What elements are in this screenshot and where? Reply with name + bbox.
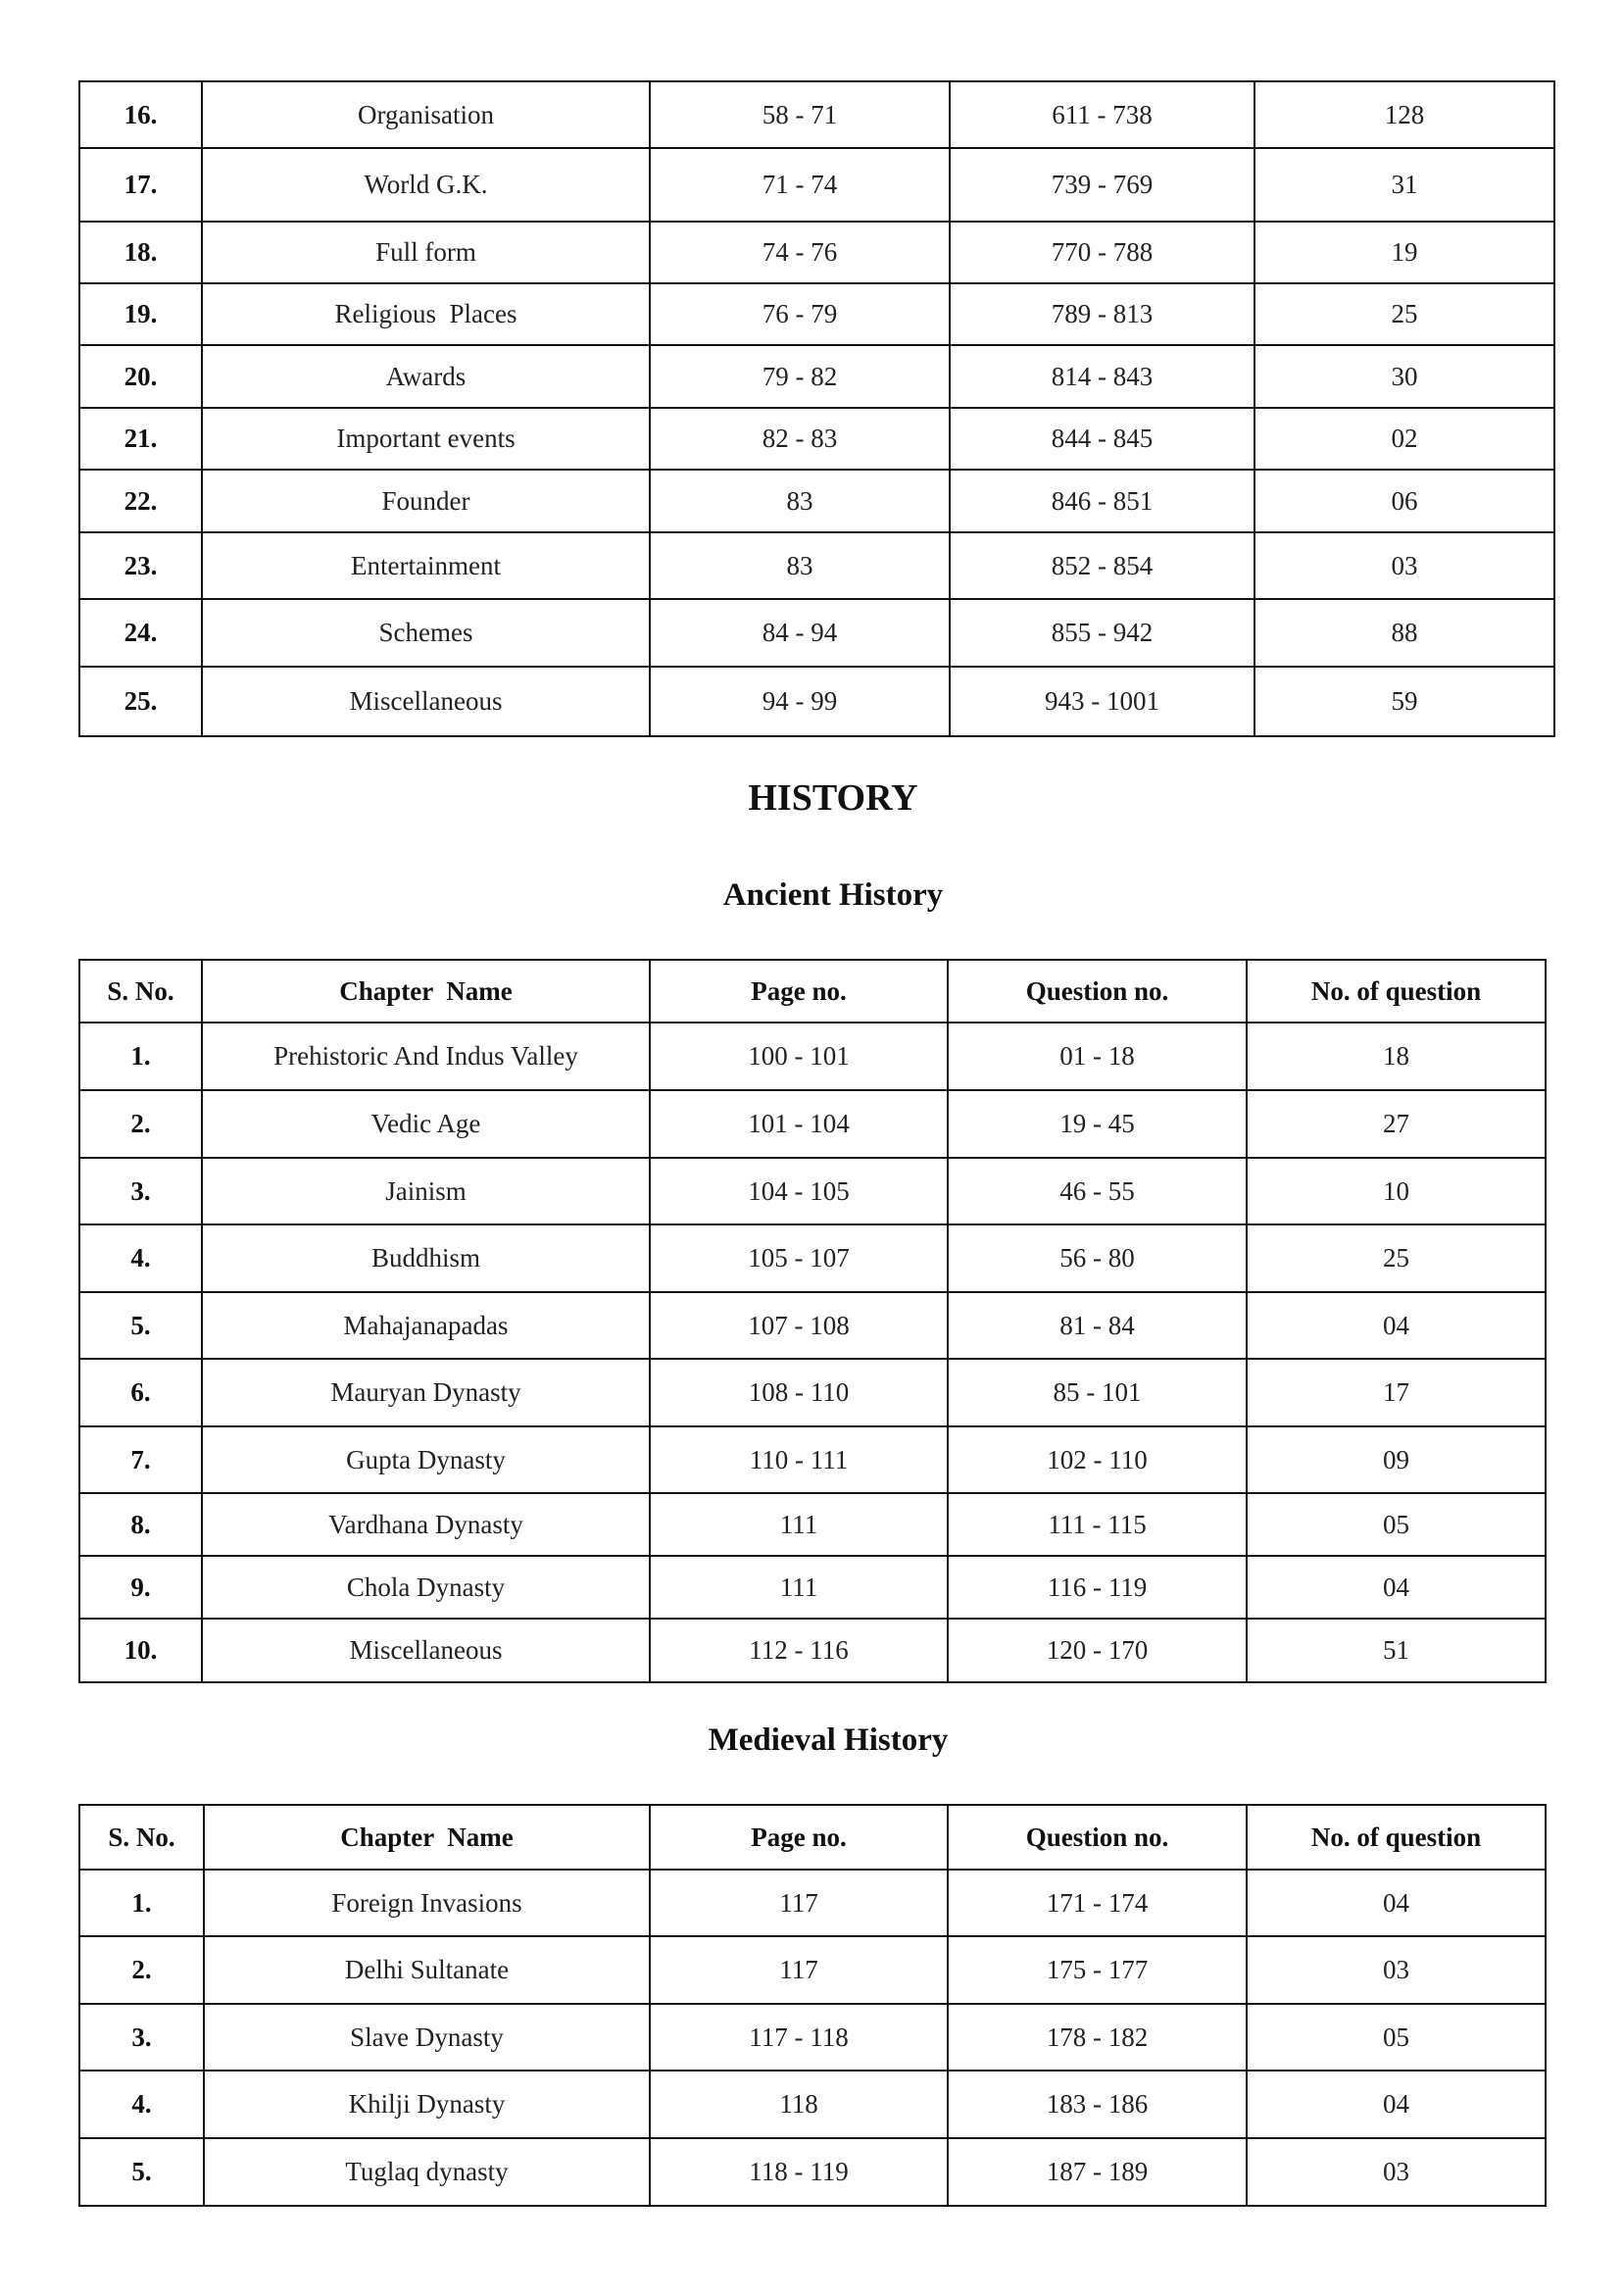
question-range: 175 - 177: [948, 1936, 1247, 2004]
header-page-no: Page no.: [650, 1805, 948, 1870]
question-range: 187 - 189: [948, 2138, 1247, 2206]
question-count: 27: [1247, 1090, 1546, 1158]
question-count: 03: [1247, 1936, 1546, 2004]
question-count: 02: [1254, 408, 1554, 470]
chapter-name: Religious Places: [202, 283, 650, 345]
question-count: 18: [1247, 1023, 1546, 1090]
page-range: 117 - 118: [650, 2004, 948, 2071]
page-range: 112 - 116: [650, 1619, 948, 1682]
chapter-name: Foreign Invasions: [204, 1870, 650, 1936]
page-range: 117: [650, 1936, 948, 2004]
page-range: 84 - 94: [650, 599, 950, 667]
serial-number: 21.: [79, 408, 202, 470]
serial-number: 4.: [79, 1224, 202, 1292]
serial-number: 5.: [79, 1292, 202, 1359]
chapter-name: Prehistoric And Indus Valley: [202, 1023, 650, 1090]
question-range: 102 - 110: [948, 1426, 1247, 1493]
question-range: 171 - 174: [948, 1870, 1247, 1936]
table-row: [79, 345, 1554, 408]
question-count: 25: [1254, 283, 1554, 345]
page-range: 83: [650, 532, 950, 599]
table-header-row: [79, 1805, 1546, 1870]
question-range: 120 - 170: [948, 1619, 1247, 1682]
serial-number: 18.: [79, 222, 202, 283]
table-row: [79, 1359, 1546, 1426]
serial-number: 3.: [79, 1158, 202, 1224]
question-count: 05: [1247, 2004, 1546, 2071]
medieval-history-title: Medieval History: [708, 1722, 949, 1758]
page-range: 108 - 110: [650, 1359, 948, 1426]
table-row: [79, 283, 1554, 345]
table-row: [79, 2004, 1546, 2071]
table-row: [79, 470, 1554, 532]
header-serial-number: S. No.: [79, 1805, 204, 1870]
question-range: 814 - 843: [950, 345, 1254, 408]
question-count: 04: [1247, 1870, 1546, 1936]
question-count: 04: [1247, 2071, 1546, 2138]
serial-number: 20.: [79, 345, 202, 408]
question-count: 06: [1254, 470, 1554, 532]
question-range: 611 - 738: [950, 81, 1254, 148]
page-range: 111: [650, 1556, 948, 1619]
table-row: [79, 1023, 1546, 1090]
table-row: [79, 2071, 1546, 2138]
page-range: 111: [650, 1493, 948, 1556]
serial-number: 7.: [79, 1426, 202, 1493]
chapter-name: Awards: [202, 345, 650, 408]
question-range: 111 - 115: [948, 1493, 1247, 1556]
question-count: 09: [1247, 1426, 1546, 1493]
serial-number: 2.: [79, 1090, 202, 1158]
question-count: 04: [1247, 1556, 1546, 1619]
chapter-name: Tuglaq dynasty: [204, 2138, 650, 2206]
question-range: 739 - 769: [950, 148, 1254, 222]
serial-number: 5.: [79, 2138, 204, 2206]
serial-number: 16.: [79, 81, 202, 148]
chapter-name: Miscellaneous: [202, 667, 650, 736]
question-count: 04: [1247, 1292, 1546, 1359]
page-range: 74 - 76: [650, 222, 950, 283]
table-row: [79, 1292, 1546, 1359]
chapter-name: Important events: [202, 408, 650, 470]
question-range: 85 - 101: [948, 1359, 1247, 1426]
page-range: 100 - 101: [650, 1023, 948, 1090]
table-row: [79, 1619, 1546, 1682]
general-knowledge-table: [78, 80, 1555, 737]
question-count: 30: [1254, 345, 1554, 408]
header-chapter-name: Chapter Name: [202, 960, 650, 1023]
question-range: 846 - 851: [950, 470, 1254, 532]
chapter-name: Jainism: [202, 1158, 650, 1224]
serial-number: 3.: [79, 2004, 204, 2071]
question-count: 31: [1254, 148, 1554, 222]
question-count: 17: [1247, 1359, 1546, 1426]
page-range: 118: [650, 2071, 948, 2138]
page-range: 105 - 107: [650, 1224, 948, 1292]
chapter-name: Mahajanapadas: [202, 1292, 650, 1359]
header-question-no: Question no.: [948, 960, 1247, 1023]
question-range: 19 - 45: [948, 1090, 1247, 1158]
serial-number: 2.: [79, 1936, 204, 2004]
question-range: 770 - 788: [950, 222, 1254, 283]
question-range: 81 - 84: [948, 1292, 1247, 1359]
header-question-no: Question no.: [948, 1805, 1247, 1870]
serial-number: 19.: [79, 283, 202, 345]
page-range: 58 - 71: [650, 81, 950, 148]
table-row: [79, 1158, 1546, 1224]
table-row: [79, 1936, 1546, 2004]
medieval-history-table: [78, 1804, 1547, 2207]
question-count: 03: [1254, 532, 1554, 599]
table-row: [79, 1870, 1546, 1936]
serial-number: 24.: [79, 599, 202, 667]
question-range: 852 - 854: [950, 532, 1254, 599]
question-count: 10: [1247, 1158, 1546, 1224]
page-range: 117: [650, 1870, 948, 1936]
chapter-name: Full form: [202, 222, 650, 283]
chapter-name: Vedic Age: [202, 1090, 650, 1158]
chapter-name: Entertainment: [202, 532, 650, 599]
header-question-count: No. of question: [1247, 960, 1546, 1023]
chapter-name: Gupta Dynasty: [202, 1426, 650, 1493]
serial-number: 22.: [79, 470, 202, 532]
question-count: 128: [1254, 81, 1554, 148]
page-range: 101 - 104: [650, 1090, 948, 1158]
question-range: 855 - 942: [950, 599, 1254, 667]
page-range: 83: [650, 470, 950, 532]
question-count: 05: [1247, 1493, 1546, 1556]
serial-number: 8.: [79, 1493, 202, 1556]
question-range: 789 - 813: [950, 283, 1254, 345]
chapter-name: Slave Dynasty: [204, 2004, 650, 2071]
header-page-no: Page no.: [650, 960, 948, 1023]
table-row: [79, 599, 1554, 667]
chapter-name: Miscellaneous: [202, 1619, 650, 1682]
question-count: 25: [1247, 1224, 1546, 1292]
table-header-row: [79, 960, 1546, 1023]
header-serial-number: S. No.: [79, 960, 202, 1023]
question-count: 51: [1247, 1619, 1546, 1682]
question-range: 116 - 119: [948, 1556, 1247, 1619]
page-range: 82 - 83: [650, 408, 950, 470]
table-row: [79, 1426, 1546, 1493]
page-range: 94 - 99: [650, 667, 950, 736]
page-range: 107 - 108: [650, 1292, 948, 1359]
question-count: 59: [1254, 667, 1554, 736]
chapter-name: Buddhism: [202, 1224, 650, 1292]
chapter-name: Khilji Dynasty: [204, 2071, 650, 2138]
table-row: [79, 1224, 1546, 1292]
page-range: 104 - 105: [650, 1158, 948, 1224]
question-count: 03: [1247, 2138, 1546, 2206]
page-range: 71 - 74: [650, 148, 950, 222]
table-row: [79, 532, 1554, 599]
page-range: 79 - 82: [650, 345, 950, 408]
serial-number: 25.: [79, 667, 202, 736]
header-chapter-name: Chapter Name: [204, 1805, 650, 1870]
chapter-name: Organisation: [202, 81, 650, 148]
section-title: HISTORY: [748, 777, 918, 819]
serial-number: 1.: [79, 1023, 202, 1090]
chapter-name: Delhi Sultanate: [204, 1936, 650, 2004]
question-range: 943 - 1001: [950, 667, 1254, 736]
question-range: 183 - 186: [948, 2071, 1247, 2138]
table-row: [79, 667, 1554, 736]
chapter-name: Chola Dynasty: [202, 1556, 650, 1619]
serial-number: 6.: [79, 1359, 202, 1426]
table-row: [79, 1090, 1546, 1158]
question-range: 56 - 80: [948, 1224, 1247, 1292]
question-range: 178 - 182: [948, 2004, 1247, 2071]
chapter-name: Mauryan Dynasty: [202, 1359, 650, 1426]
serial-number: 4.: [79, 2071, 204, 2138]
table-row: [79, 1493, 1546, 1556]
table-row: [79, 408, 1554, 470]
chapter-name: Vardhana Dynasty: [202, 1493, 650, 1556]
page-range: 118 - 119: [650, 2138, 948, 2206]
table-row: [79, 2138, 1546, 2206]
ancient-history-table: [78, 959, 1547, 1683]
header-question-count: No. of question: [1247, 1805, 1546, 1870]
chapter-name: Founder: [202, 470, 650, 532]
question-range: 844 - 845: [950, 408, 1254, 470]
question-range: 46 - 55: [948, 1158, 1247, 1224]
table-row: [79, 81, 1554, 148]
question-range: 01 - 18: [948, 1023, 1247, 1090]
question-count: 19: [1254, 222, 1554, 283]
question-count: 88: [1254, 599, 1554, 667]
serial-number: 17.: [79, 148, 202, 222]
serial-number: 9.: [79, 1556, 202, 1619]
page-range: 110 - 111: [650, 1426, 948, 1493]
chapter-name: World G.K.: [202, 148, 650, 222]
ancient-history-title: Ancient History: [722, 877, 944, 913]
table-row: [79, 148, 1554, 222]
page-range: 76 - 79: [650, 283, 950, 345]
chapter-name: Schemes: [202, 599, 650, 667]
serial-number: 1.: [79, 1870, 204, 1936]
serial-number: 10.: [79, 1619, 202, 1682]
table-row: [79, 1556, 1546, 1619]
table-row: [79, 222, 1554, 283]
serial-number: 23.: [79, 532, 202, 599]
